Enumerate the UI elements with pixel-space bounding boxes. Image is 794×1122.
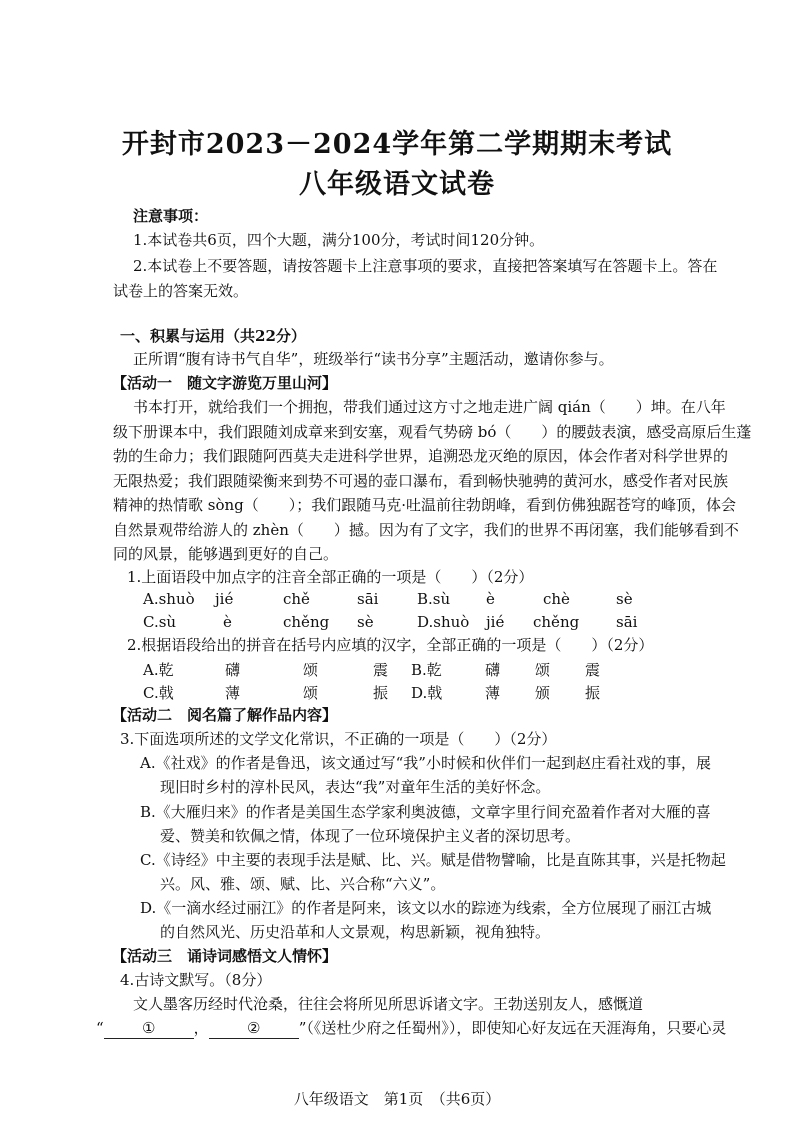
blank-1[interactable]: ① bbox=[104, 1018, 194, 1039]
q4-text-cont: ”（《送杜少府之任蜀州》），即使知心好友远在天涯海角，只要心灵 bbox=[298, 1019, 727, 1037]
option-text: A.乾 bbox=[143, 661, 174, 679]
notice-item-2: 2.本试卷上不要答题，请按答题卡上注意事项的要求，直接把答案填写在答题卡上。答在 bbox=[133, 257, 718, 275]
passage-line: 书本打开，就给我们一个拥抱，带我们通过这方寸之地走进广阔 qián（ ）坤。在八年 bbox=[133, 398, 726, 416]
q3-option-line: 兴。风、雅、颂、赋、比、兴合称“六义”。 bbox=[160, 875, 446, 893]
q1-options-row bbox=[143, 590, 663, 610]
notice-item-2-cont: 试卷上的答案无效。 bbox=[113, 282, 249, 300]
option-text: B.乾 bbox=[411, 661, 442, 679]
q3-option-line: D.《一滴水经过丽江》的作者是阿来，该文以水的踪迹为线索，全方位展现了丽江古城 bbox=[140, 899, 712, 917]
option-text: 振 bbox=[373, 684, 389, 702]
option-text: è bbox=[223, 613, 232, 631]
option-text: sè bbox=[357, 613, 374, 631]
option-text: C.sù bbox=[143, 613, 177, 631]
section-heading: 一、积累与运用（共22分） bbox=[120, 327, 306, 345]
passage-line: 同的风景，能够遇到更好的自己。 bbox=[113, 545, 339, 563]
activity-2-heading: 【活动二 阅名篇了解作品内容】 bbox=[112, 706, 338, 724]
q3-option-line: A.《社戏》的作者是鲁迅，该文通过写“我”小时候和伙伴们一起到赵庄看社戏的事，展 bbox=[140, 754, 711, 772]
activity-1-heading: 【活动一 随文字游览万里山河】 bbox=[112, 374, 338, 392]
option-text: jié bbox=[486, 613, 505, 631]
q2-options-row bbox=[143, 682, 663, 702]
passage-line: 精神的热情歌 sòng（ ）；我们跟随马克·吐温前往勃朗峰，看到仿佛独踞苍穹的峰顶，体会 bbox=[113, 496, 737, 514]
option-text: è bbox=[486, 590, 495, 608]
option-text: 颂 bbox=[303, 661, 319, 679]
option-text: D.shuò bbox=[417, 613, 470, 631]
question-1: 1.上面语段中加点字的注音全部正确的一项是（ ）（2分） bbox=[127, 568, 534, 586]
q1-options-row bbox=[143, 613, 663, 633]
q3-option-line: 现旧时乡村的淳朴民风，表达“我”对童年生活的美好怀念。 bbox=[160, 778, 551, 796]
option-text: jié bbox=[215, 590, 234, 608]
passage-line: 无限热爱；我们跟随梁衡来到势不可遏的壶口瀑布，看到畅快驰骋的黄河水，感受作者对民族 bbox=[113, 472, 729, 490]
option-text: 薄 bbox=[225, 684, 241, 702]
passage-line: 自然景观带给游人的 zhèn（ ）撼。因为有了文字，我们的世界不再闭塞，我们能够看到不 bbox=[113, 521, 739, 539]
q3-option-line: C.《诗经》中主要的表现手法是赋、比、兴。赋是借物譬喻，比是直陈其事，兴是托物起 bbox=[140, 851, 726, 869]
option-text: 颂 bbox=[303, 684, 319, 702]
option-text: 礴 bbox=[485, 661, 501, 679]
passage-line: 勃的生命力；我们跟随阿西莫夫走进科学世界，追溯恐龙灭绝的原因，体会作者对科学世界的 bbox=[113, 447, 729, 465]
option-text: 震 bbox=[373, 661, 389, 679]
option-text: C.戟 bbox=[143, 684, 174, 702]
option-text: chěng bbox=[533, 613, 580, 631]
exam-title: 开封市2023－2024学年第二学期期末考试 bbox=[121, 129, 673, 160]
option-text: A.shuò bbox=[143, 590, 195, 608]
passage-line: 级下册课本中，我们跟随刘成章来到安塞，观看气势磅 bó（ ）的腰鼓表演，感受高原后生蓬 bbox=[113, 423, 752, 441]
option-text: 颂 bbox=[535, 661, 551, 679]
question-3: 3.下面选项所述的文学文化常识，不正确的一项是（ ）（2分） bbox=[120, 730, 557, 748]
option-text: 震 bbox=[585, 661, 601, 679]
option-text: chěng bbox=[283, 613, 330, 631]
page-footer: 八年级语文 第1页 （共6页） bbox=[293, 1090, 501, 1108]
q2-options-row bbox=[143, 659, 663, 679]
option-text: 薄 bbox=[485, 684, 501, 702]
option-text: sāi bbox=[357, 590, 379, 608]
exam-subtitle: 八年级语文试卷 bbox=[299, 169, 495, 200]
notice-heading: 注意事项： bbox=[133, 207, 209, 225]
option-text: chè bbox=[543, 590, 570, 608]
option-text: chě bbox=[283, 590, 310, 608]
activity-3-heading: 【活动三 诵诗词感悟文人情怀】 bbox=[112, 947, 338, 965]
option-text: B.sù bbox=[417, 590, 451, 608]
option-text: sè bbox=[616, 590, 633, 608]
section-intro: 正所谓“腹有诗书气自华”，班级举行“读书分享”主题活动，邀请你参与。 bbox=[133, 350, 614, 368]
notice-item-1: 1.本试卷共6页，四个大题，满分100分，考试时间120分钟。 bbox=[133, 231, 545, 249]
option-text: 礴 bbox=[225, 661, 241, 679]
q4-text-line: 文人墨客历经时代沧桑，往往会将所见所思诉诸文字。王勃送别友人，感慨道 bbox=[133, 995, 644, 1013]
q4-blank-line: “ ① ， ② ”（《送杜少府之任蜀州》），即使知心好友远在天涯海角，只要心灵 bbox=[96, 1019, 727, 1037]
option-text: 颁 bbox=[535, 684, 551, 702]
question-4: 4.古诗文默写。（8分） bbox=[120, 971, 272, 989]
q3-option-line: 的自然风光、历史沿革和人文景观，构思新颖，视角独特。 bbox=[160, 923, 551, 941]
q3-option-line: 爱、赞美和钦佩之情，体现了一位环境保护主义者的深切思考。 bbox=[160, 827, 581, 845]
question-2: 2.根据语段给出的拼音在括号内应填的汉字，全部正确的一项是（ ）（2分） bbox=[127, 636, 654, 654]
option-text: sāi bbox=[616, 613, 638, 631]
option-text: 振 bbox=[585, 684, 601, 702]
blank-2[interactable]: ② bbox=[209, 1018, 299, 1039]
option-text: D.戟 bbox=[411, 684, 443, 702]
q3-option-line: B.《大雁归来》的作者是美国生态学家利奥波德，文章字里行间充盈着作者对大雁的喜 bbox=[140, 803, 711, 821]
